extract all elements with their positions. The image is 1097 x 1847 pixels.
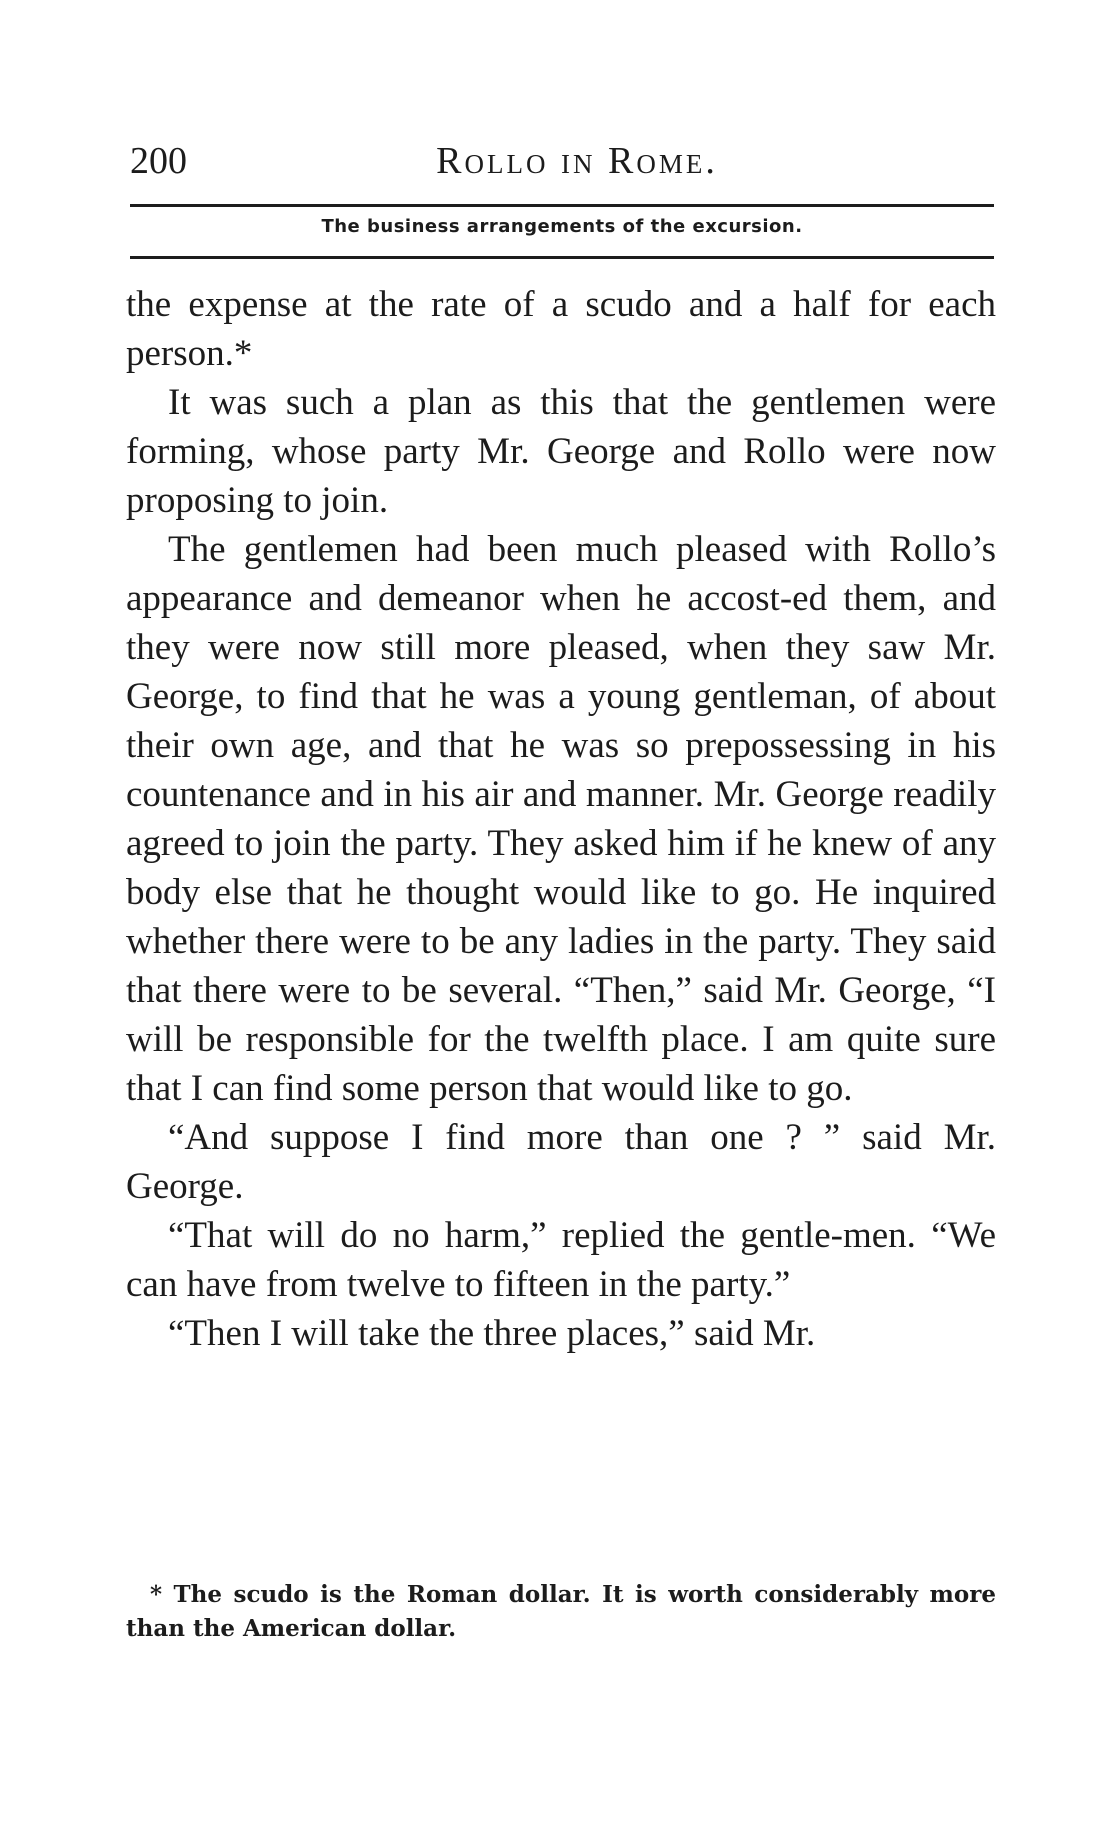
paragraph: “That will do no harm,” replied the gentle-men. “We can have from twelve to fifteen in the party.” — [126, 1215, 996, 1305]
section-subtitle: The business arrangements of the excursion. — [321, 216, 803, 237]
paragraph: The gentlemen had been much pleased with Rollo’s appearance and demeanor when he accost-ed them, and they were now still more pleased, when they saw Mr. George, to find that he was a young gentleman, of about their own age, and that he was so prepossessing in his countenance and in his air and manner. Mr. George readily agreed to join the party. They asked him if he knew of any body else that he thought would like to go. He inquired whether there were to be any ladies in the party. They said that there were to be several. “Then,” said Mr. George, “I will be responsible for the twelfth place. I am quite sure that I can find some person that would like to go. — [126, 529, 996, 1109]
body-text — [126, 280, 996, 1358]
page-number: 200 — [130, 140, 187, 182]
header-rule-top — [130, 204, 994, 207]
running-title: Rollo in Rome. — [436, 140, 718, 182]
paragraph: “Then I will take the three places,” said Mr. — [168, 1313, 816, 1354]
paragraph: “And suppose I find more than one ? ” said Mr. George. — [126, 1117, 996, 1207]
page-header — [130, 136, 994, 186]
header-rule-bottom — [130, 256, 994, 259]
footnote: * The scudo is the Roman dollar. It is worth considerably more than the American dollar. — [126, 1581, 996, 1642]
paragraph: It was such a plan as this that the gentlemen were forming, whose party Mr. George and Rollo were now proposing to join. — [126, 382, 996, 521]
paragraph: the expense at the rate of a scudo and a half for each person.* — [126, 284, 996, 374]
